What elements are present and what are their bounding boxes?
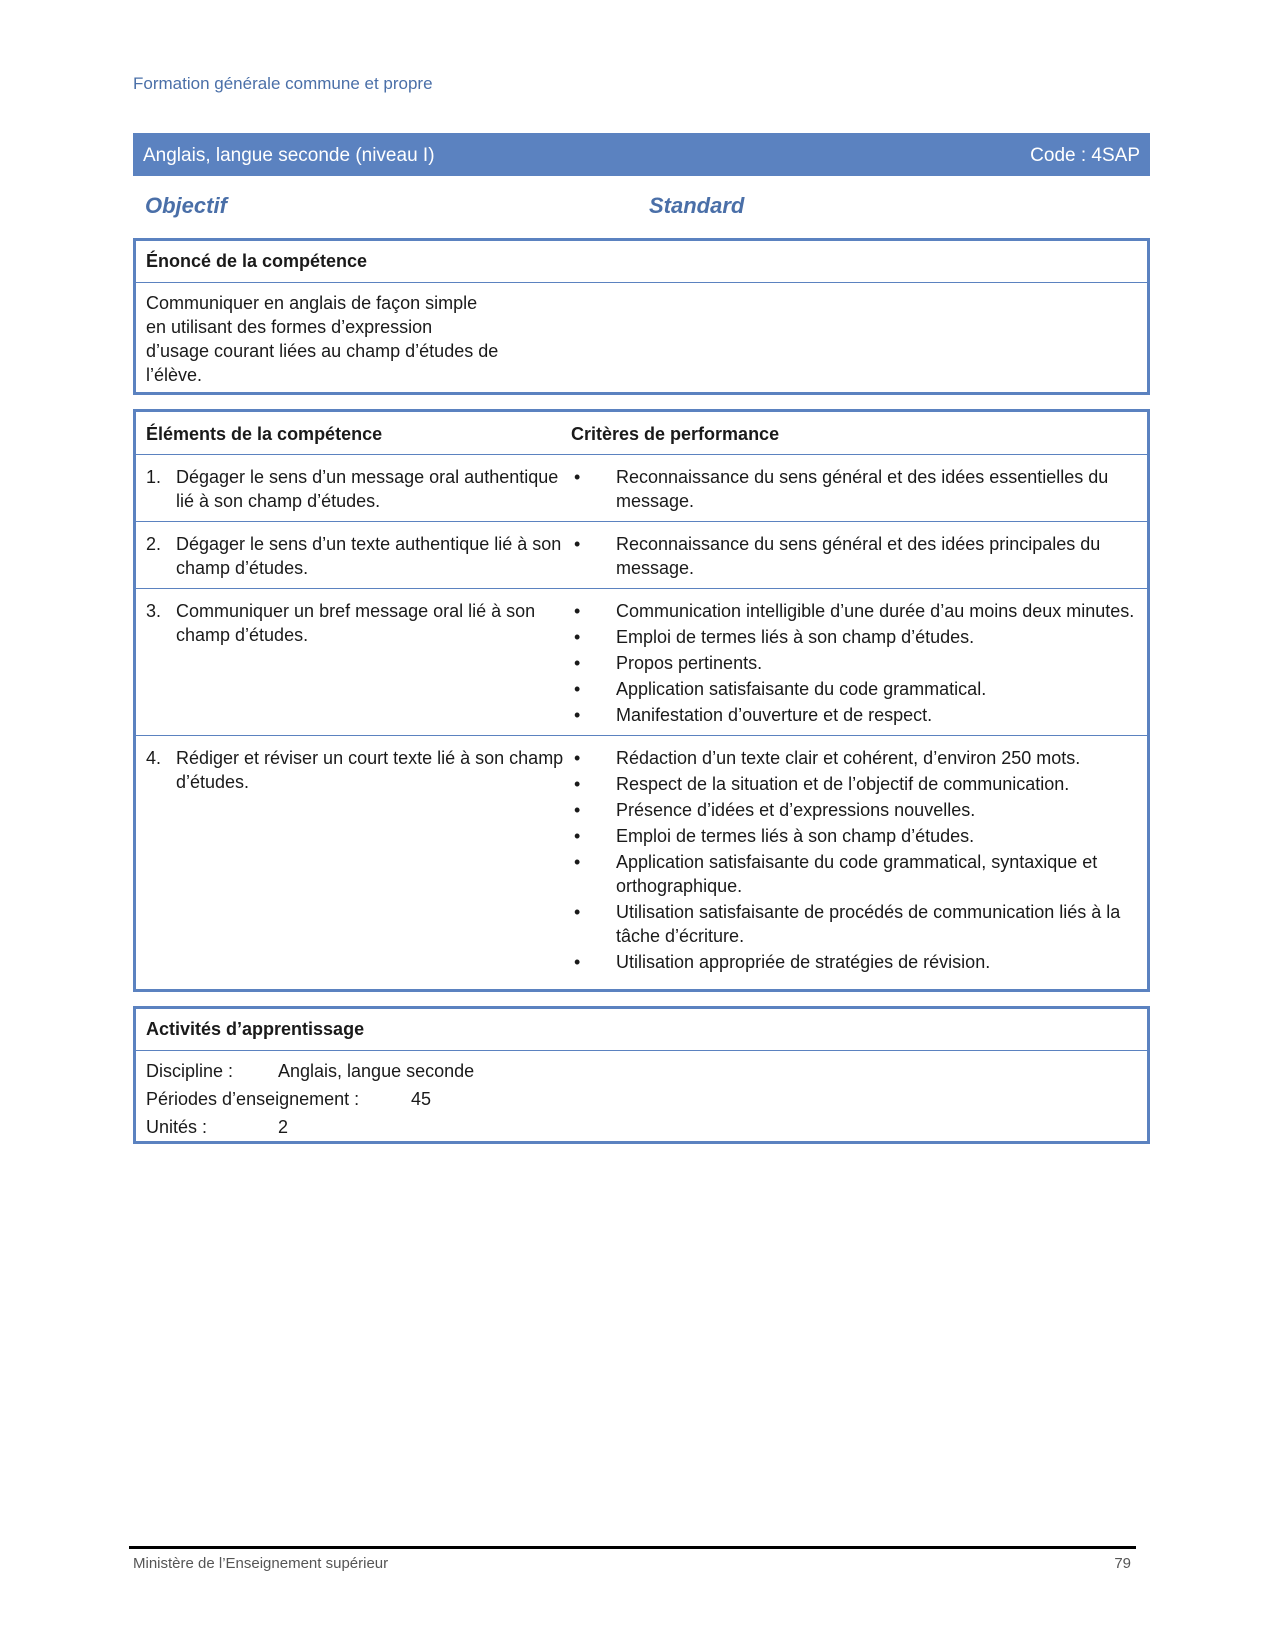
criterion-item: • Emploi de termes liés à son champ d’études. bbox=[571, 824, 1147, 848]
footer-ministry: Ministère de l’Enseignement supérieur bbox=[133, 1555, 389, 1572]
bullet-icon: • bbox=[574, 600, 581, 621]
criterion-item: • Application satisfaisante du code grammatical. bbox=[571, 677, 1147, 701]
unites-label: Unités : bbox=[146, 1117, 208, 1137]
periodes-label: Périodes d’enseignement : bbox=[146, 1089, 360, 1109]
footer-rule bbox=[129, 1546, 1136, 1549]
enonce-line: Communiquer en anglais de façon simple bbox=[146, 293, 478, 313]
course-title-bar bbox=[133, 133, 1150, 176]
bullet-icon: • bbox=[574, 951, 581, 972]
enonce-line: l’élève. bbox=[146, 365, 203, 385]
table-header-row bbox=[136, 412, 1147, 454]
element-text: Dégager le sens d’un message oral authentique lié à son champ d’études. bbox=[176, 466, 559, 511]
periodes-value: 45 bbox=[411, 1089, 432, 1109]
criterion-item: • Présence d’idées et d’expressions nouvelles. bbox=[571, 798, 1147, 822]
enonce-line: d’usage courant liées au champ d’études de bbox=[146, 341, 499, 361]
enonce-box bbox=[133, 238, 1150, 395]
unites-line bbox=[136, 1113, 1147, 1141]
bullet-icon: • bbox=[574, 747, 581, 768]
bullet-icon: • bbox=[574, 799, 581, 820]
criterion-item: • Manifestation d’ouverture et de respect. bbox=[571, 703, 1147, 727]
activites-title: Activités d’apprentissage bbox=[136, 1009, 1147, 1051]
criterion-item: • Reconnaissance du sens général et des idées essentielles du message. bbox=[571, 465, 1147, 513]
criterion-item: • Reconnaissance du sens général et des idées principales du message. bbox=[571, 532, 1147, 580]
standard-label: Standard bbox=[649, 193, 745, 218]
criterion-item: • Communication intelligible d’une durée d’au moins deux minutes. bbox=[571, 599, 1147, 623]
running-header: Formation générale commune et propre bbox=[133, 74, 433, 93]
bullet-icon: • bbox=[574, 901, 581, 922]
discipline-line bbox=[136, 1057, 1147, 1085]
element-text: Dégager le sens d’un texte authentique lié à son champ d’études. bbox=[176, 533, 562, 578]
header-criteres: Critères de performance bbox=[571, 412, 1147, 454]
bullet-icon: • bbox=[574, 466, 581, 487]
periodes-line bbox=[136, 1085, 1147, 1113]
discipline-value: Anglais, langue seconde bbox=[278, 1061, 475, 1081]
bullet-icon: • bbox=[574, 626, 581, 647]
bullet-icon: • bbox=[574, 678, 581, 699]
elements-box bbox=[133, 409, 1150, 992]
criterion-item: • Utilisation appropriée de stratégies de révision. bbox=[571, 950, 1147, 974]
criterion-item: • Utilisation satisfaisante de procédés de communication liés à la tâche d’écriture. bbox=[571, 900, 1147, 948]
bullet-icon: • bbox=[574, 652, 581, 673]
discipline-label: Discipline : bbox=[146, 1061, 234, 1081]
enonce-line: en utilisant des formes d’expression bbox=[146, 317, 433, 337]
page-number: 79 bbox=[1114, 1555, 1131, 1572]
table-row bbox=[136, 588, 1147, 735]
table-row bbox=[136, 521, 1147, 588]
element-number: 4. bbox=[146, 747, 162, 768]
element-number: 3. bbox=[146, 600, 162, 621]
bullet-icon: • bbox=[574, 825, 581, 846]
header-elements: Éléments de la compétence bbox=[136, 412, 571, 454]
criterion-item: • Respect de la situation et de l’objectif de communication. bbox=[571, 772, 1147, 796]
criterion-item: • Rédaction d’un texte clair et cohérent, d’environ 250 mots. bbox=[571, 746, 1147, 770]
objectif-label: Objectif bbox=[145, 193, 227, 218]
activites-box bbox=[133, 1006, 1150, 1144]
bullet-icon: • bbox=[574, 704, 581, 725]
criterion-item: • Propos pertinents. bbox=[571, 651, 1147, 675]
criterion-item: • Application satisfaisante du code grammatical, syntaxique et orthographique. bbox=[571, 850, 1147, 898]
element-number: 1. bbox=[146, 466, 162, 487]
element-number: 2. bbox=[146, 533, 162, 554]
footer bbox=[133, 1555, 1131, 1572]
unites-value: 2 bbox=[278, 1117, 289, 1137]
bullet-icon: • bbox=[574, 533, 581, 554]
bullet-icon: • bbox=[574, 773, 581, 794]
course-title: Anglais, langue seconde (niveau I) bbox=[143, 145, 435, 166]
table-row bbox=[136, 454, 1147, 521]
course-code: Code : 4SAP bbox=[1030, 145, 1140, 166]
element-text: Communiquer un bref message oral lié à son champ d’études. bbox=[176, 600, 536, 645]
element-text: Rédiger et réviser un court texte lié à son champ d’études. bbox=[176, 747, 564, 792]
elements-table bbox=[136, 412, 1147, 982]
criterion-item: • Emploi de termes liés à son champ d’études. bbox=[571, 625, 1147, 649]
enonce-text bbox=[136, 283, 576, 387]
table-row bbox=[136, 735, 1147, 982]
bullet-icon: • bbox=[574, 851, 581, 872]
enonce-title: Énoncé de la compétence bbox=[136, 241, 1147, 283]
